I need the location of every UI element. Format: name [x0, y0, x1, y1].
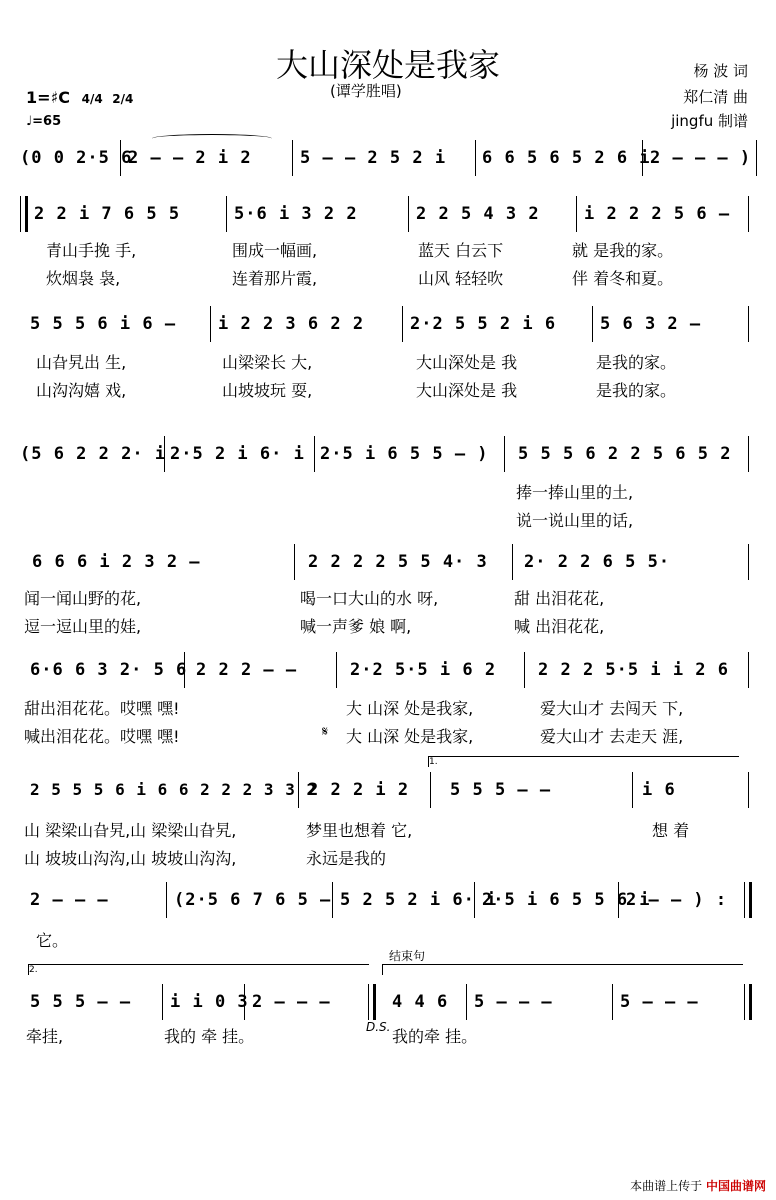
lyricist-credit: 杨 波 词 [693, 62, 748, 80]
lyric-line-1: 想 着 [652, 821, 690, 840]
barline [748, 306, 749, 342]
volta-1-label: 1. [429, 757, 438, 767]
barline [756, 140, 757, 176]
lyric-line-1: 牵挂, [26, 1027, 64, 1046]
final-barline [744, 984, 752, 1020]
lyric-line-1: 闻一闻山野的花, [24, 589, 142, 608]
lyric-line-2: 山 坡坡山沟沟,山 坡坡山沟沟, [24, 849, 237, 868]
key-signature [26, 88, 133, 107]
measure: 2 2 i 7 6 5 5 [34, 204, 181, 224]
song-title: 大山深处是我家 [275, 46, 500, 84]
measure: 5 5 5 6 i 6 — [30, 314, 177, 334]
lyric-line-1: 我的牵 挂。 [392, 1027, 478, 1046]
lyric-line-1: 山旮旯出 生, [36, 353, 127, 372]
lyric-line-1: 是我的家。 [596, 353, 677, 372]
lyric-line-2: 是我的家。 [596, 381, 677, 400]
lyric-line-1: 就 是我的家。 [572, 241, 674, 260]
barline [524, 652, 525, 688]
measure: 2·5 i 6 5 5 6 i [482, 890, 651, 910]
lyric-line-1: 我的 牵 挂。 [164, 1027, 255, 1046]
lyric-line-2: 连着那片霞, [232, 269, 318, 288]
barline [162, 984, 163, 1020]
lyric-line-2: 喊 出泪花花, [514, 617, 605, 636]
measure: 2 2 2 2 5 5 4· 3 [308, 552, 488, 572]
staff-system-bridge [20, 772, 760, 812]
dal-segno-mark: D.S. [366, 1020, 391, 1034]
ending-label: 结束句 [389, 949, 426, 963]
barline [164, 436, 165, 472]
barline [612, 984, 613, 1020]
measure: i i 0 3 [170, 992, 249, 1012]
footer-credit [630, 1177, 766, 1194]
barline [618, 882, 619, 918]
measure: 5·6 i 3 2 2 [234, 204, 358, 224]
barline [294, 544, 295, 580]
measure: 6 6 6 i 2 3 2 — [32, 552, 201, 572]
barline [336, 652, 337, 688]
barline [226, 196, 227, 232]
lyric-line-1: 梦里也想着 它, [306, 821, 413, 840]
measure: 5 5 5 — — [450, 780, 552, 800]
barline [748, 196, 749, 232]
measure: 2 2 2 5·5 i i 2 6 [538, 660, 729, 680]
measure: i 2 2 3 6 2 2 [218, 314, 365, 334]
measure: 5 5 5 — — [30, 992, 132, 1012]
barline [642, 140, 643, 176]
measure: (0 0 2·5 6 [20, 148, 133, 168]
measure: 2 2 2 — — [196, 660, 298, 680]
barline [475, 140, 476, 176]
barline [748, 652, 749, 688]
lyric-line-2: 大 山深 处是我家, [346, 727, 474, 746]
lyric-line-2: 山坡坡玩 耍, [222, 381, 313, 400]
staff-system-chorus-a [20, 544, 760, 584]
staff-system-postlude [20, 882, 760, 922]
barline [332, 882, 333, 918]
lyric-line-1: 甜 出泪花花, [514, 589, 605, 608]
barline [402, 306, 403, 342]
measure: (5 6 2 2 2· i [20, 444, 167, 464]
tie-arc [152, 134, 272, 143]
barline [592, 306, 593, 342]
lyric-line-2: 炊烟袅 袅, [46, 269, 121, 288]
staff-system-interlude [20, 436, 760, 476]
lyric-line-2: 山沟沟嬉 戏, [36, 381, 127, 400]
staff-system-verse-a [20, 196, 760, 236]
repeat-start-barline [20, 196, 28, 232]
lyric-line-1: 它。 [36, 931, 69, 950]
measure: 2·2 5 5 2 i 6 [410, 314, 557, 334]
measure: (2·5 6 7 6 5 — [174, 890, 332, 910]
lyric-line-2: 爱大山才 去走天 涯, [540, 727, 684, 746]
lyric-line-1: 蓝天 白云下 [418, 241, 504, 260]
lyric-line-2: 喊出泪花花。哎嘿 嘿! [24, 727, 180, 746]
meter-primary: 4/4 [81, 92, 103, 106]
measure: i 2 2 2 5 6 — [584, 204, 731, 224]
lyric-line-1: 捧一捧山里的土, [516, 483, 634, 502]
measure: 5 — — — [620, 992, 699, 1012]
lyric-line-2: 说一说山里的话, [516, 511, 634, 530]
lyric-line-2: 大山深处是 我 [416, 381, 518, 400]
measure: i 6 [642, 780, 676, 800]
measure: 5 — — 2 5 2 i [300, 148, 447, 168]
measure: 5 — — — [474, 992, 553, 1012]
lyric-line-1: 山 梁梁山旮旯,山 梁梁山旮旯, [24, 821, 237, 840]
barline [748, 772, 749, 808]
barline [298, 772, 299, 808]
volta-1-bracket [428, 756, 739, 767]
barline [632, 772, 633, 808]
barline [576, 196, 577, 232]
measure: 5 5 5 6 2 2 5 6 5 2 [518, 444, 732, 464]
lyric-line-1: 围成一幅画, [232, 241, 318, 260]
barline [210, 306, 211, 342]
barline [748, 436, 749, 472]
staff-system-ending [20, 984, 760, 1024]
measure: 2 2 5 4 3 2 [416, 204, 540, 224]
repeat-end-barline [744, 882, 752, 918]
barline [408, 196, 409, 232]
barline [504, 436, 505, 472]
barline [512, 544, 513, 580]
barline [244, 984, 245, 1020]
measure: 2·5 2 i 6· i [170, 444, 305, 464]
double-barline [368, 984, 376, 1020]
measure: 2 — — — [252, 992, 331, 1012]
lyric-line-1: 大山深处是 我 [416, 353, 518, 372]
lyric-line-1: 青山手挽 手, [46, 241, 137, 260]
measure: 2 2 2 i 2 [308, 780, 410, 800]
lyric-line-2: 永远是我的 [306, 849, 387, 868]
key-label: 1=♯C [26, 88, 71, 107]
staff-system-verse-b [20, 306, 760, 346]
barline [314, 436, 315, 472]
measure: 2·2 5·5 i 6 2 [350, 660, 497, 680]
staff-system-chorus-b [20, 652, 760, 692]
lyric-line-2: 山风 轻轻吹 [418, 269, 504, 288]
measure: 5 6 3 2 — [600, 314, 702, 334]
volta-2-bracket [28, 964, 369, 975]
tempo-marking: ♩=65 [26, 114, 62, 129]
barline [466, 984, 467, 1020]
barline [166, 882, 167, 918]
measure: 4 4 6 [392, 992, 449, 1012]
volta-2-label: 2. [29, 965, 38, 975]
segno-mark: 𝄋 [322, 724, 329, 740]
lyric-line-1: 山梁梁长 大, [222, 353, 313, 372]
measure: 6 6 5 6 5 2 6 i [482, 148, 651, 168]
lyric-line-1: 喝一口大山的水 呀, [300, 589, 439, 608]
lyric-line-2: 逗一逗山里的娃, [24, 617, 142, 636]
lyric-line-1: 爱大山才 去闯天 下, [540, 699, 684, 718]
singer-credit: (谭学胜唱) [330, 82, 402, 100]
measure: 5 2 5 2 i 6· i [340, 890, 498, 910]
measure: 2 — — 2 i 2 [128, 148, 252, 168]
lyric-line-1: 大 山深 处是我家, [346, 699, 474, 718]
measure: 2 — — — [30, 890, 109, 910]
measure: 2 5 5 5 6 i 6 6 2 2 2 3 3 2 [30, 780, 318, 799]
site-logo[interactable]: 中国曲谱网 [705, 1179, 766, 1193]
barline [292, 140, 293, 176]
lyric-line-1: 甜出泪花花。哎嘿 嘿! [24, 699, 180, 718]
measure: 2·5 i 6 5 5 — ) [320, 444, 489, 464]
composer-credit: 郑仁清 曲 [683, 88, 748, 106]
barline [184, 652, 185, 688]
barline [748, 544, 749, 580]
measure: 2 — — — ) [650, 148, 752, 168]
lyric-line-2: 喊一声爹 娘 啊, [300, 617, 412, 636]
barline [430, 772, 431, 808]
ending-bracket [382, 949, 743, 975]
arranger-credit: jingfu 制谱 [671, 112, 748, 130]
upload-note: 本曲谱上传于 [630, 1179, 703, 1193]
staff-system-intro [20, 140, 760, 180]
lyric-line-2: 伴 着冬和夏。 [572, 269, 674, 288]
measure: 2· 2 2 6 5 5· [524, 552, 671, 572]
barline [120, 140, 121, 176]
measure: 2 — — ) : [626, 890, 728, 910]
barline [474, 882, 475, 918]
measure: 6·6 6 3 2· 5 6 [30, 660, 188, 680]
meter-secondary: 2/4 [112, 92, 134, 106]
